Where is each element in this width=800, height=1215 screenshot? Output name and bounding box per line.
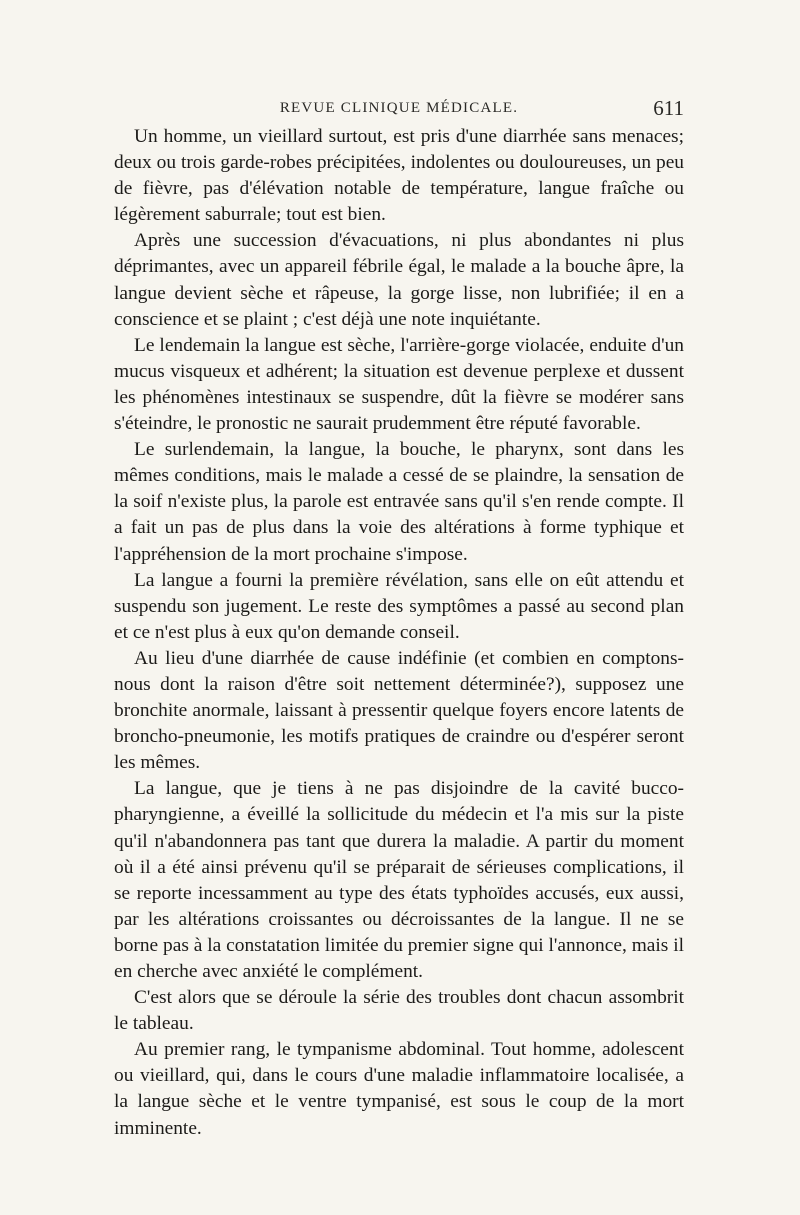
paragraph: Au lieu d'une diarrhée de cause indéfinie (et combien en comptons-nous dont la raison d'être soit nettement déterminée?), supposez une bronchite anormale, laissant à pressentir quelque foyers encore latents de broncho-pneumonie, les motifs pratiques de craindre ou d'espérer seront les mêmes. — [114, 647, 684, 774]
paragraph: Le lendemain la langue est sèche, l'arrière-gorge violacée, enduite d'un mucus visqueux et adhérent; la situation est devenue perplexe et dussent les phénomènes intestinaux se suspendre, dût la fièvre se modérer sans s'éteindre, le pronostic ne saurait prudemment être réputé favorable. — [114, 334, 684, 435]
running-head: REVUE CLINIQUE MÉDICALE. — [279, 100, 519, 116]
paragraph: Un homme, un vieillard surtout, est pris d'une diarrhée sans menaces; deux ou trois garde-robes précipitées, indolentes ou douloureuses, un peu de fièvre, pas d'élévation notable de température, langue fraîche ou légèrement saburrale; tout est bien. — [114, 126, 684, 226]
paragraph: La langue, que je tiens à ne pas disjoindre de la cavité bucco-pharyngienne, a éveillé la sollicitude du médecin et l'a mis sur la piste qu'il n'abandonnera pas tant que durera la maladie. A partir du moment où il a été ainsi prévenu qu'il se préparait de sérieuses complications, il se reporte incessamment au type des états typhoïdes accusés, eux aussi, par les altérations croissantes ou décroissantes de la langue. Il ne se borne pas à la constatation limitée du premier signe qui l'annonce, mais il en cherche avec anxiété le complément. — [114, 778, 684, 982]
paragraph: Au premier rang, le tympanisme abdominal. Tout homme, adolescent ou vieillard, qui, dans le cours d'une maladie inflammatoire localisée, a la langue sèche et le ventre tympanisé, est sous le coup de la mort imminente. — [114, 1039, 684, 1139]
paragraph: Le surlendemain, la langue, la bouche, le pharynx, sont dans les mêmes conditions, mais le malade a cessé de se plaindre, la sensation de la soif n'existe plus, la parole est entravée sans qu'il s'en rende compte. Il a fait un pas de plus dans la voie des altérations à forme typhique et l'appréhension de la mort prochaine s'impose. — [114, 439, 684, 565]
body-text — [114, 124, 684, 1142]
page-number: 611 — [653, 96, 684, 120]
page-header — [114, 96, 684, 126]
paragraph: La langue a fourni la première révélation, sans elle on eût attendu et suspendu son jugement. Le reste des symptômes a passé au second plan et ce n'est plus à eux qu'on demande conseil. — [114, 569, 684, 643]
paragraph: Après une succession d'évacuations, ni plus abondantes ni plus déprimantes, avec un appareil fébrile égal, le malade a la bouche âpre, la langue devient sèche et râpeuse, la gorge lisse, non lubrifiée; il en a conscience et se plaint ; c'est déjà une note inquiétante. — [114, 230, 684, 330]
paragraph: C'est alors que se déroule la série des troubles dont chacun assombrit le tableau. — [114, 987, 684, 1035]
